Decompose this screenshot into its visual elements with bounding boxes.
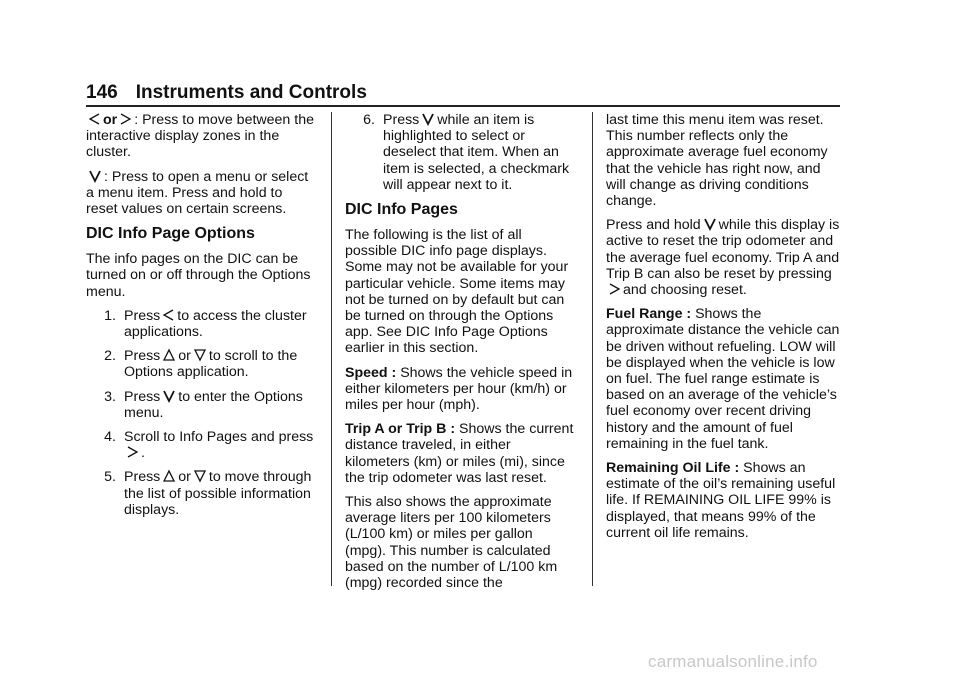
step-text: Press <box>124 469 161 486</box>
page-number: 146 <box>86 82 118 103</box>
continued-paragraph: last time this menu item was reset. This number reflects only the approximate average fuel economy that the vehicle has right now, and will change as driving conditions change. <box>606 112 828 210</box>
speed-label: Speed : <box>345 364 397 381</box>
average-paragraph: This also shows the approximate average liters per 100 kilometers (L/100 km) or miles per gallon (mpg). This number is calculated based on the number of L/100 km (mpg) recorded since the <box>345 494 558 592</box>
step-text: Press <box>383 112 420 128</box>
step-text: while an item is highlighted to select or deselect that item. When an item is selected, a checkmark will appear next to it. <box>383 112 570 193</box>
down-arrow-icon <box>193 348 207 362</box>
step-1 <box>86 308 316 340</box>
step-text: Press <box>124 307 161 324</box>
step-number: 2. <box>104 348 116 365</box>
oil-life-text: Shows an estimate of the oil’s remaining useful life. If REMAINING OIL LIFE 99% is displayed, that means 99% of the current oil life remains. <box>606 460 836 541</box>
column-2 <box>345 112 577 599</box>
checkmark-icon <box>421 112 435 126</box>
fuel-range-label: Fuel Range : <box>606 306 692 323</box>
dic-info-pages-heading: DIC Info Pages <box>345 201 458 219</box>
speed-text: Shows the vehicle speed in either kilometers per hour (km/h) or miles per hour (mph). <box>345 364 573 414</box>
reset-text-c: and choosing reset. <box>623 282 747 299</box>
step-number: 4. <box>104 429 116 446</box>
or-text: or <box>103 112 118 128</box>
step-5 <box>86 469 316 518</box>
column-divider-1 <box>331 112 332 586</box>
dic-info-page-options-heading: DIC Info Page Options <box>86 225 255 243</box>
trip-label: Trip A or Trip B : <box>345 421 456 438</box>
step-text: to enter the Options menu. <box>124 388 303 421</box>
or-text: or <box>178 469 191 486</box>
right-arrow-icon <box>126 445 139 459</box>
step-4 <box>86 429 316 461</box>
zone-nav-text: : Press to move between the interactive display zones in the cluster. <box>86 112 314 161</box>
options-intro: The info pages on the DIC can be turned on or off through the Options menu. <box>86 251 311 300</box>
step-text: . <box>141 445 145 462</box>
reset-text-b: while this display is active to reset the trip odometer and the average fuel economy. Trip A and Trip B can also be reset by pressing <box>606 217 840 282</box>
trip-text: Shows the current distance traveled, in either kilometers (km) or miles (mi), since the trip odometer was last reset. <box>345 421 574 486</box>
checkmark-icon <box>88 169 102 183</box>
right-arrow-icon <box>608 282 621 296</box>
checkmark-icon <box>162 389 176 403</box>
section-title: Instruments and Controls <box>135 82 367 103</box>
speed-paragraph <box>345 365 577 414</box>
step-text: to scroll to the Options application. <box>124 348 298 381</box>
up-arrow-icon <box>162 348 176 362</box>
step-number: 5. <box>104 469 116 486</box>
step-text: Press <box>124 388 161 405</box>
column-1 <box>86 112 316 526</box>
info-pages-intro: The following is the list of all possible DIC info page displays. Some may not be available for your particular vehicle. Some items may not be turned on by default but can be turned on through the Options app. See DIC Info Page Options earlier in this section. <box>345 227 569 357</box>
page-header <box>86 82 367 104</box>
reset-text-a: Press and hold <box>606 217 701 234</box>
column-divider-2 <box>592 112 593 586</box>
down-arrow-icon <box>193 469 207 483</box>
fuel-range-text: Shows the approximate distance the vehicle can be driven without refueling. LOW will be displayed when the vehicle is low on fuel. The fuel range estimate is based on an average of the vehicle’s fuel economy over recent driving history and the amount of fuel remaining in the fuel tank. <box>606 306 840 452</box>
step-3 <box>86 389 316 421</box>
oil-life-paragraph <box>606 460 840 541</box>
left-arrow-icon <box>88 112 101 126</box>
checkmark-icon <box>703 217 717 231</box>
fuel-range-paragraph <box>606 306 840 452</box>
zone-nav-paragraph <box>86 112 316 161</box>
select-text: : Press to open a menu or select a menu item. Press and hold to reset values on certain screens. <box>86 168 309 218</box>
column-3 <box>606 112 840 549</box>
trip-paragraph <box>345 421 577 486</box>
right-arrow-icon <box>119 112 132 126</box>
step-text: to move through the list of possible information displays. <box>124 469 312 518</box>
header-rule <box>86 105 840 107</box>
step-text: Press <box>124 348 161 365</box>
or-text: or <box>178 348 191 365</box>
oil-life-label: Remaining Oil Life : <box>606 460 740 477</box>
step-text: to access the cluster applications. <box>124 307 307 341</box>
step-number: 3. <box>104 388 116 405</box>
up-arrow-icon <box>162 469 176 483</box>
left-arrow-icon <box>162 308 175 322</box>
reset-paragraph <box>606 217 840 298</box>
step-text: Scroll to Info Pages and press <box>124 429 314 446</box>
step-6 <box>345 112 577 193</box>
step-number: 6. <box>363 112 375 128</box>
watermark: carmanualsonline.info <box>648 652 818 671</box>
step-number: 1. <box>104 307 116 324</box>
step-2 <box>86 348 316 380</box>
select-paragraph <box>86 169 316 218</box>
